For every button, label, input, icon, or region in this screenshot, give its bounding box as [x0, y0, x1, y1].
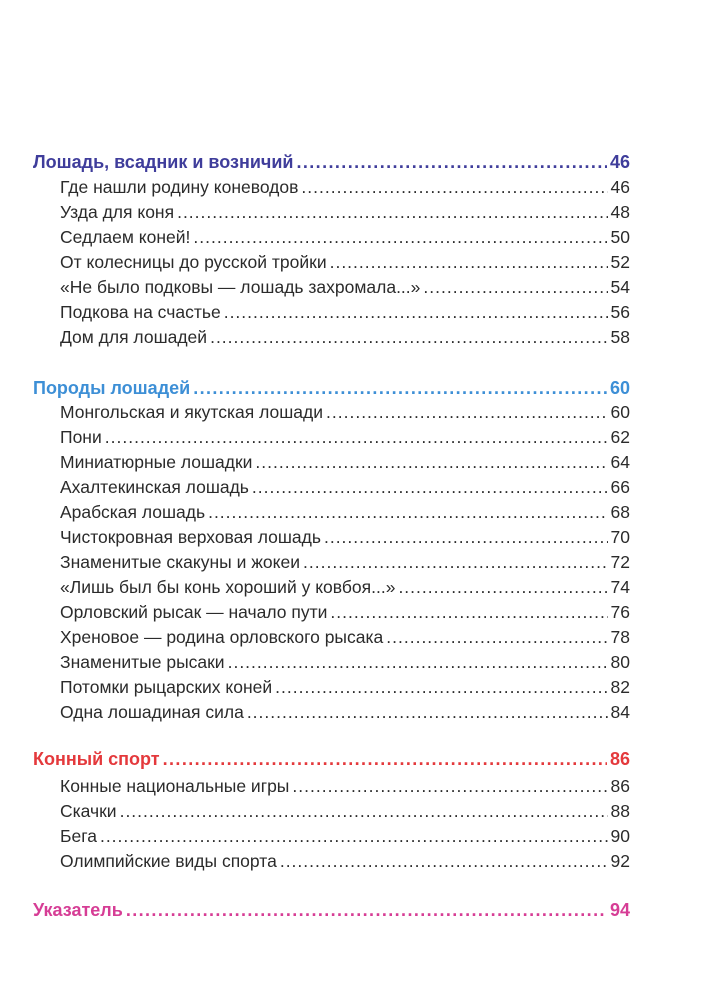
- dot-leader: [210, 326, 607, 348]
- dot-leader: [126, 899, 607, 921]
- entry-page-number: 80: [610, 652, 630, 672]
- entry-title: «Не было подковы — лошадь захромала...»: [60, 277, 421, 297]
- dot-leader: [301, 176, 607, 198]
- toc-entry[interactable]: [60, 825, 630, 847]
- entry-page-number: 82: [610, 677, 630, 697]
- toc-section-heading[interactable]: [33, 748, 630, 770]
- dot-leader: [163, 748, 607, 770]
- dot-leader: [303, 551, 608, 573]
- entry-page-number: 90: [610, 826, 630, 846]
- dot-leader: [330, 601, 607, 623]
- dot-leader: [105, 426, 608, 448]
- section-title: Указатель: [33, 900, 123, 920]
- entry-page-number: 58: [610, 327, 630, 347]
- entry-page-number: 76: [610, 602, 630, 622]
- dot-leader: [252, 476, 608, 498]
- entry-page-number: 52: [610, 252, 630, 272]
- entry-title: Ахалтекинская лошадь: [60, 477, 249, 497]
- toc-entry[interactable]: [60, 551, 630, 573]
- entry-title: Миниатюрные лошадки: [60, 452, 253, 472]
- toc-entry[interactable]: [60, 301, 630, 323]
- entry-title: Скачки: [60, 801, 117, 821]
- entry-page-number: 46: [610, 177, 630, 197]
- entry-page-number: 50: [610, 227, 630, 247]
- dot-leader: [228, 651, 608, 673]
- entry-title: Бега: [60, 826, 97, 846]
- toc-entry[interactable]: [60, 276, 630, 298]
- toc-entry[interactable]: [60, 576, 630, 598]
- entry-title: Орловский рысак — начало пути: [60, 602, 328, 622]
- dot-leader: [292, 775, 607, 797]
- dot-leader: [275, 676, 607, 698]
- toc-entry[interactable]: [60, 251, 630, 273]
- toc-entry[interactable]: [60, 626, 630, 648]
- entry-page-number: 62: [610, 427, 630, 447]
- entry-title: Чистокровная верховая лошадь: [60, 527, 321, 547]
- dot-leader: [208, 501, 607, 523]
- toc-entry[interactable]: [60, 201, 630, 223]
- toc-entry[interactable]: [60, 476, 630, 498]
- dot-leader: [423, 276, 607, 298]
- dot-leader: [100, 825, 608, 847]
- dot-leader: [224, 301, 608, 323]
- entry-title: Знаменитые рысаки: [60, 652, 225, 672]
- toc-entry[interactable]: [60, 326, 630, 348]
- entry-page-number: 74: [610, 577, 630, 597]
- entry-page-number: 84: [610, 702, 630, 722]
- entry-page-number: 78: [610, 627, 630, 647]
- entry-title: Потомки рыцарских коней: [60, 677, 273, 697]
- entry-title: Пони: [60, 427, 102, 447]
- section-page-number: 94: [609, 900, 630, 920]
- entry-page-number: 86: [610, 776, 630, 796]
- dot-leader: [330, 251, 608, 273]
- toc-entry[interactable]: [60, 676, 630, 698]
- toc-entry[interactable]: [60, 775, 630, 797]
- section-page-number: 46: [609, 152, 630, 172]
- entry-page-number: 70: [610, 527, 630, 547]
- toc-entry[interactable]: [60, 601, 630, 623]
- toc-entry[interactable]: [60, 226, 630, 248]
- section-title: Конный спорт: [33, 749, 160, 769]
- dot-leader: [280, 850, 608, 872]
- entry-title: Арабская лошадь: [60, 502, 206, 522]
- dot-leader: [193, 226, 607, 248]
- entry-page-number: 64: [610, 452, 630, 472]
- section-page-number: 86: [609, 749, 630, 769]
- toc-entry[interactable]: [60, 701, 630, 723]
- entry-page-number: 68: [610, 502, 630, 522]
- section-title: Лошадь, всадник и возничий: [33, 152, 294, 172]
- entry-page-number: 54: [610, 277, 630, 297]
- entry-title: Конные национальные игры: [60, 776, 290, 796]
- toc-entry[interactable]: [60, 526, 630, 548]
- dot-leader: [193, 377, 607, 399]
- dot-leader: [324, 526, 608, 548]
- toc-section-heading[interactable]: [33, 151, 630, 173]
- entry-title: Узда для коня: [60, 202, 175, 222]
- entry-title: Знаменитые скакуны и жокеи: [60, 552, 301, 572]
- section-title: Породы лошадей: [33, 378, 191, 398]
- entry-title: Подкова на счастье: [60, 302, 221, 322]
- toc-entry[interactable]: [60, 176, 630, 198]
- toc-entry[interactable]: [60, 800, 630, 822]
- dot-leader: [296, 151, 606, 173]
- toc-entry[interactable]: [60, 426, 630, 448]
- entry-title: «Лишь был бы конь хороший у ковбоя...»: [60, 577, 396, 597]
- toc-section-heading[interactable]: [33, 377, 630, 399]
- toc-entry[interactable]: [60, 651, 630, 673]
- entry-page-number: 60: [610, 402, 630, 422]
- entry-title: От колесницы до русской тройки: [60, 252, 327, 272]
- entry-title: Дом для лошадей: [60, 327, 208, 347]
- dot-leader: [255, 451, 607, 473]
- section-page-number: 60: [609, 378, 630, 398]
- entry-title: Где нашли родину коневодов: [60, 177, 299, 197]
- entry-title: Одна лошадиная сила: [60, 702, 244, 722]
- toc-entry[interactable]: [60, 501, 630, 523]
- entry-page-number: 92: [610, 851, 630, 871]
- dot-leader: [120, 800, 608, 822]
- entry-page-number: 56: [610, 302, 630, 322]
- entry-title: Седлаем коней!: [60, 227, 191, 247]
- toc-section-heading[interactable]: [33, 899, 630, 921]
- entry-title: Олимпийские виды спорта: [60, 851, 277, 871]
- dot-leader: [398, 576, 607, 598]
- entry-page-number: 72: [610, 552, 630, 572]
- toc-entry[interactable]: [60, 401, 630, 423]
- dot-leader: [386, 626, 607, 648]
- entry-page-number: 66: [610, 477, 630, 497]
- dot-leader: [247, 701, 608, 723]
- entry-page-number: 88: [610, 801, 630, 821]
- entry-title: Хреновое — родина орловского рысака: [60, 627, 384, 647]
- dot-leader: [326, 401, 608, 423]
- dot-leader: [177, 201, 607, 223]
- entry-page-number: 48: [610, 202, 630, 222]
- toc-entry[interactable]: [60, 451, 630, 473]
- toc-entry[interactable]: [60, 850, 630, 872]
- entry-title: Монгольская и якутская лошади: [60, 402, 324, 422]
